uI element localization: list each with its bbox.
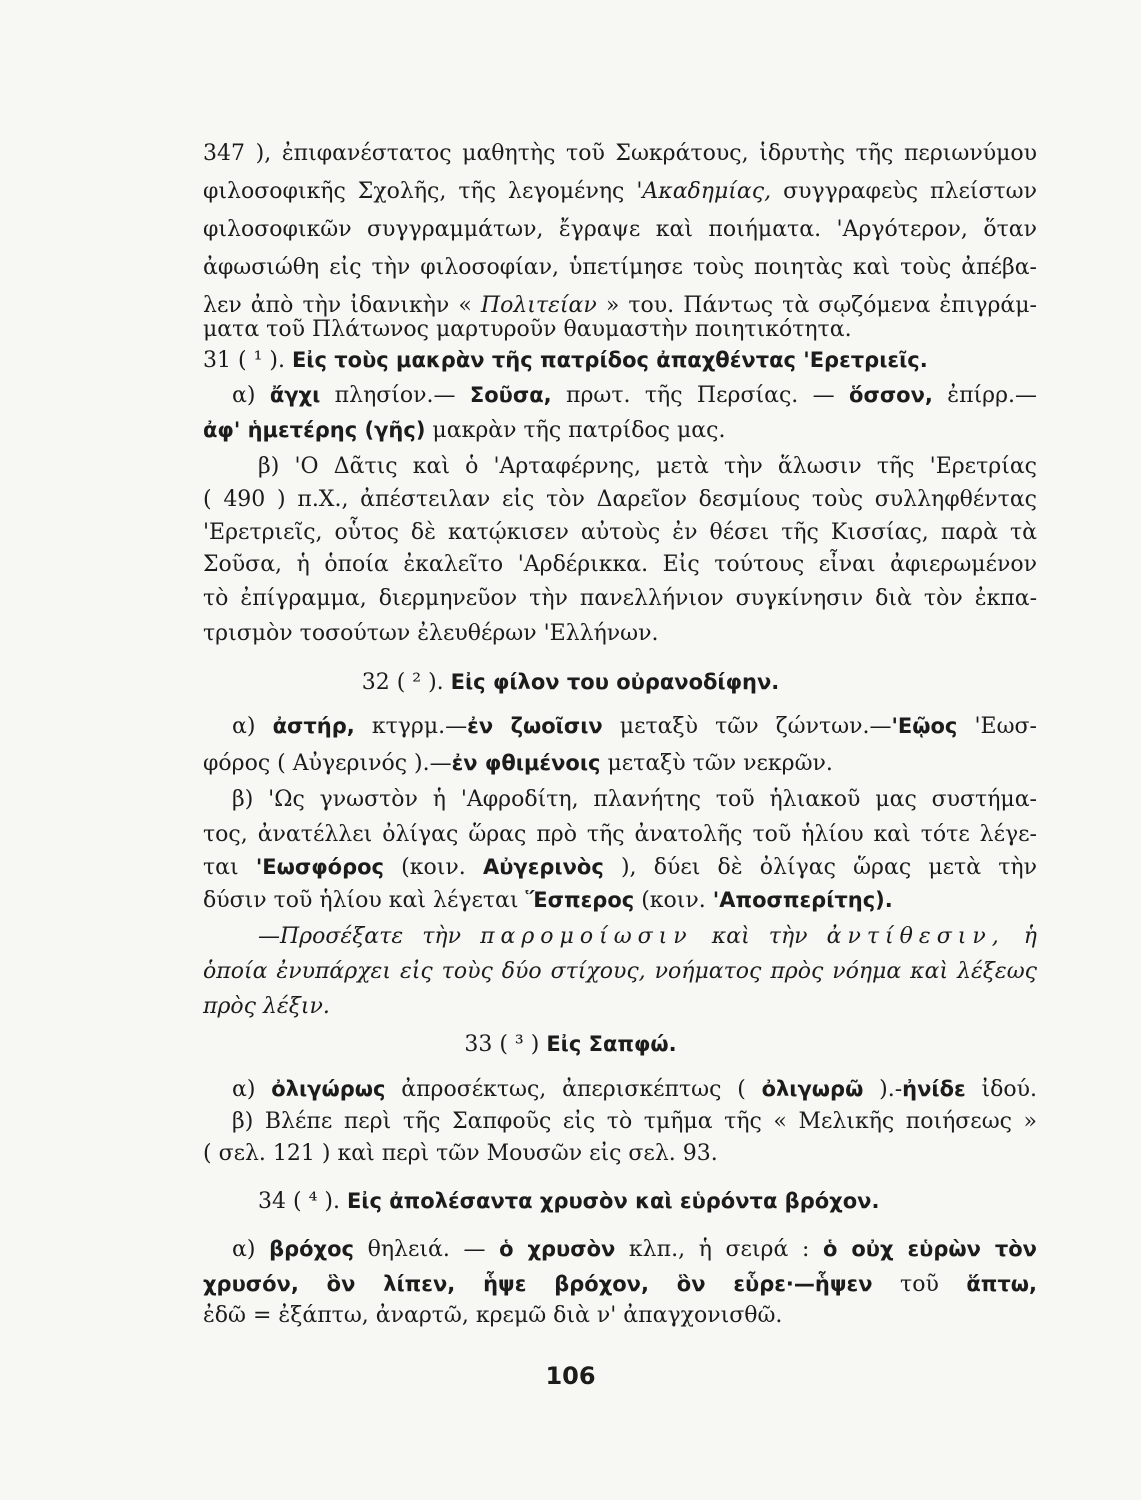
text-line: τος, ἀνατέλλει ὀλίγας ὥρας πρὸ τῆς ἀνατολῆς τοῦ ἡλίου καὶ τότε λέγε- (203, 822, 1037, 847)
text-line: α) ἄγχι πλησίον.— Σοῦσα, πρωτ. τῆς Περσίας. — ὅσσον, ἐπίρρ.— (232, 383, 1038, 408)
text-line: φόρος ( Αὐγερινός ).—ἐν φθιμένοις μεταξὺ τῶν νεκρῶν. (203, 751, 833, 776)
text-line: ὁποία ἐνυπάρχει εἰς τοὺς δύο στίχους, νοήματος πρὸς νόημα καὶ λέξεως (203, 959, 1037, 984)
section-heading-31: 31 ( ¹ ). Εἰς τοὺς μακρὰν τῆς πατρίδος ἀπαχθέντας 'Ερετριεῖς. (203, 348, 928, 373)
text-line: β) 'Ο Δᾶτις καὶ ὁ 'Αρταφέρνης, μετὰ τὴν ἅλωσιν τῆς 'Ερετρίας (258, 454, 1037, 479)
text-line: 347 ), ἐπιφανέστατος μαθητὴς τοῦ Σωκράτους, ἱδρυτὴς τῆς περιωνύμου (203, 141, 1037, 166)
text-line: χρυσόν, ὃν λίπεν, ἧψε βρόχον, ὃν εὗρε·—ἧψεν τοῦ ἅπτω, (203, 1272, 1037, 1297)
text-line: ἐδῶ = ἐξάπτω, ἀναρτῶ, κρεμῶ διὰ ν' ἀπαγχονισθῶ. (203, 1303, 783, 1328)
section-heading-33: 33 ( ³ ) Εἰς Σαπφώ. (464, 1032, 677, 1057)
text-line: λεν ἀπὸ τὴν ἰδανικὴν « Πολιτείαν » του. Πάντως τὰ σῳζόμενα ἐπιγράμ- (203, 293, 1037, 318)
text-line: πρὸς λέξιν. (203, 994, 330, 1019)
text-line: Σοῦσα, ἡ ὁποία ἐκαλεῖτο 'Αρδέρικκα. Εἰς τούτους εἶναι ἀφιερωμένον (203, 552, 1037, 577)
text-line: α) ἀστήρ, κτγρμ.—ἐν ζωοῖσιν μεταξὺ τῶν ζώντων.—'Εῷος 'Εωσ- (232, 714, 1037, 739)
text-line: ματα τοῦ Πλάτωνος μαρτυροῦν θαυμαστὴν ποιητικότητα. (203, 317, 852, 342)
text-line: α) ὀλιγώρως ἀπροσέκτως, ἀπερισκέπτως ( ὀλιγωρῶ ).-ἠνίδε ἰδού. (232, 1077, 1037, 1102)
text-line: —Προσέξατε τὴν παρομοίωσιν καὶ τὴν ἀντίθεσιν, ἡ (258, 924, 1037, 949)
text-line: ἀφ' ἡμετέρης (γῆς) μακρὰν τῆς πατρίδος μας. (203, 418, 726, 443)
text-line: ( σελ. 121 ) καὶ περὶ τῶν Μουσῶν εἰς σελ. 93. (203, 1141, 718, 1166)
text-line: φιλοσοφικῶν συγγραμμάτων, ἔγραψε καὶ ποιήματα. 'Αργότερον, ὅταν (203, 217, 1037, 242)
text-line: φιλοσοφικῆς Σχολῆς, τῆς λεγομένης 'Ακαδημίας, συγγραφεὺς πλείστων (203, 179, 1037, 204)
text-line: ( 490 ) π.Χ., ἀπέστειλαν εἰς τὸν Δαρεῖον δεσμίους τοὺς συλληφθέντας (203, 487, 1037, 512)
section-heading-34: 34 ( ⁴ ). Εἰς ἀπολέσαντα χρυσὸν καὶ εὑρόντα βρόχον. (258, 1189, 880, 1214)
section-heading-32: 32 ( ² ). Εἰς φίλον του οὐρανοδίφην. (361, 670, 780, 695)
page-number: 106 (545, 1362, 596, 1390)
text-line: ἀφωσιώθη εἰς τὴν φιλοσοφίαν, ὑπετίμησε τοὺς ποιητὰς καὶ τοὺς ἀπέβα- (203, 255, 1037, 280)
text-line: α) βρόχος θηλειά. — ὁ χρυσὸν κλπ., ἡ σειρά : ὁ οὐχ εὑρὼν τὸν (232, 1237, 1037, 1262)
text-line: τρισμὸν τοσούτων ἐλευθέρων 'Ελλήνων. (203, 621, 659, 646)
text-line: 'Ερετριεῖς, οὗτος δὲ κατῴκισεν αὐτοὺς ἐν θέσει τῆς Κισσίας, παρὰ τὰ (203, 520, 1037, 545)
text-line: δύσιν τοῦ ἡλίου καὶ λέγεται Ἕσπερος (κοιν. 'Αποσπερίτης). (203, 888, 893, 913)
text-line: τὸ ἐπίγραμμα, διερμηνεῦον τὴν πανελλήνιον συγκίνησιν διὰ τὸν ἐκπα- (203, 586, 1037, 611)
text-line: ται 'Εωσφόρος (κοιν. Αὐγερινὸς ), δύει δὲ ὀλίγας ὥρας μετὰ τὴν (203, 855, 1037, 880)
text-line: β) 'Ως γνωστὸν ἡ 'Αφροδίτη, πλανήτης τοῦ ἡλιακοῦ μας συστήμα- (232, 787, 1037, 812)
text-line: β) Βλέπε περὶ τῆς Σαπφοῦς εἰς τὸ τμῆμα τῆς « Μελικῆς ποιήσεως » (232, 1109, 1037, 1134)
